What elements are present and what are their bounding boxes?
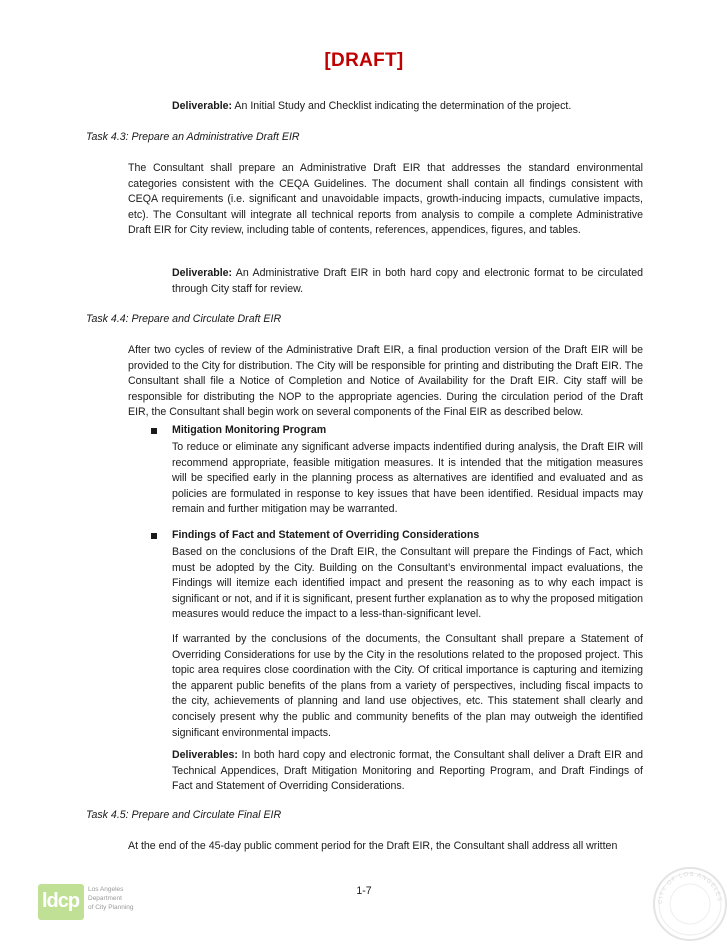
logo-line-1: Los Angeles <box>88 886 124 893</box>
deliverable-initial-study <box>172 99 642 115</box>
logo-line-2: Department <box>88 895 122 902</box>
task-4-4-heading: Task 4.4: Prepare and Circulate Draft EIR <box>86 313 282 325</box>
ladcp-logo <box>38 884 148 920</box>
mitigation-monitoring-body: To reduce or eliminate any significant adverse impacts indentified during analysis, the Draft EIR will recommend appropriate, feasible mitigation measures. It is intended that the mitigation measures will be specified early in the planning process as alternatives are identified and evaluated and as policies are formulated in response to key issues that have been identified. Residual impacts may remain and further mitigation may be warranted. <box>172 441 643 516</box>
overriding-considerations-body: If warranted by the conclusions of the documents, the Consultant shall prepare a Statement of Overriding Considerations for use by the City in the resolutions related to the proposed project. This topic area requires close coordination with the City. Of critical importance is capturing and itemizing the apparent public benefits of the plans from a variety of perspectives, including fiscal impacts to the city, achievements of planning and land use objectives, etc. This statement shall clearly and concisely present why the public and community benefits of the plan may outweigh the identified significant environmental impacts. <box>172 633 643 739</box>
task-4-3-body: The Consultant shall prepare an Administrative Draft EIR that addresses the standard environmental categories consistent with the CEQA Guidelines. The document shall contain all findings consistent with CEQA requirements (i.e. significant and unavoidable impacts, growth-inducing impacts, cumulative impacts, etc). The Consultant will integrate all technical reports from analysis to compile a complete Administrative Draft EIR for City review, including table of contents, references, appendices, figures, and tables. <box>128 162 643 237</box>
task-4-5-body: At the end of the 45-day public comment period for the Draft EIR, the Consultant shall address all written <box>128 840 618 852</box>
task-4-3-deliverable <box>172 266 643 297</box>
bullet-square-icon <box>151 428 157 434</box>
mitigation-monitoring-heading: Mitigation Monitoring Program <box>172 424 327 436</box>
task-4-4-deliverables <box>172 748 643 795</box>
deliverables-text: In both hard copy and electronic format, the Consultant shall deliver a Draft EIR and Technical Appendices, Draft Mitigation Monitoring and Reporting Program, and Draft Findings of Fact and Statement of Overriding Considerations. <box>172 749 643 793</box>
deliverable-text: An Administrative Draft EIR in both hard copy and electronic format to be circulated through City staff for review. <box>172 267 643 295</box>
deliverable-label: Deliverable: <box>172 267 233 279</box>
deliverables-label: Deliverables: <box>172 749 238 761</box>
seal-text: CITY OF LOS ANGELES <box>657 871 723 905</box>
task-4-4-body: After two cycles of review of the Administrative Draft EIR, a final production version of the Draft EIR will be provided to the City for distribution. The City will be responsible for printing and distributing the Draft EIR. The Consultant shall file a Notice of Completion and Notice of Availability for the Draft EIR. City staff will be responsible for distributing the NOP to the appropriate agencies. During the circulation period of the Draft EIR, the Consultant shall begin work on several components of the Final EIR as described below. <box>128 344 643 419</box>
findings-heading: Findings of Fact and Statement of Overriding Considerations <box>172 529 480 541</box>
draft-watermark-label: [DRAFT] <box>324 50 404 71</box>
deliverable-text: An Initial Study and Checklist indicating the determination of the project. <box>232 100 572 112</box>
logo-line-3: of City Planning <box>88 904 134 911</box>
deliverable-label: Deliverable: <box>172 100 233 112</box>
bullet-square-icon <box>151 533 157 539</box>
task-4-3-heading: Task 4.3: Prepare an Administrative Draft EIR <box>86 131 300 143</box>
city-seal-icon <box>648 860 728 949</box>
task-4-5-heading: Task 4.5: Prepare and Circulate Final EIR <box>86 809 282 821</box>
page-number: 1-7 <box>356 885 372 897</box>
findings-body: Based on the conclusions of the Draft EIR, the Consultant will prepare the Findings of Fact, which must be adopted by the City. Building on the Consultant’s environmental impact evaluations, the Findings will itemize each identified impact and present the reasoning as to why each impact is significant or not, and if it is significant, present further explanation as to why the proposed mitigation measures would reduce the impact to a less-than-significant level. <box>172 546 643 621</box>
logo-mark-text: ldcp <box>42 890 80 912</box>
